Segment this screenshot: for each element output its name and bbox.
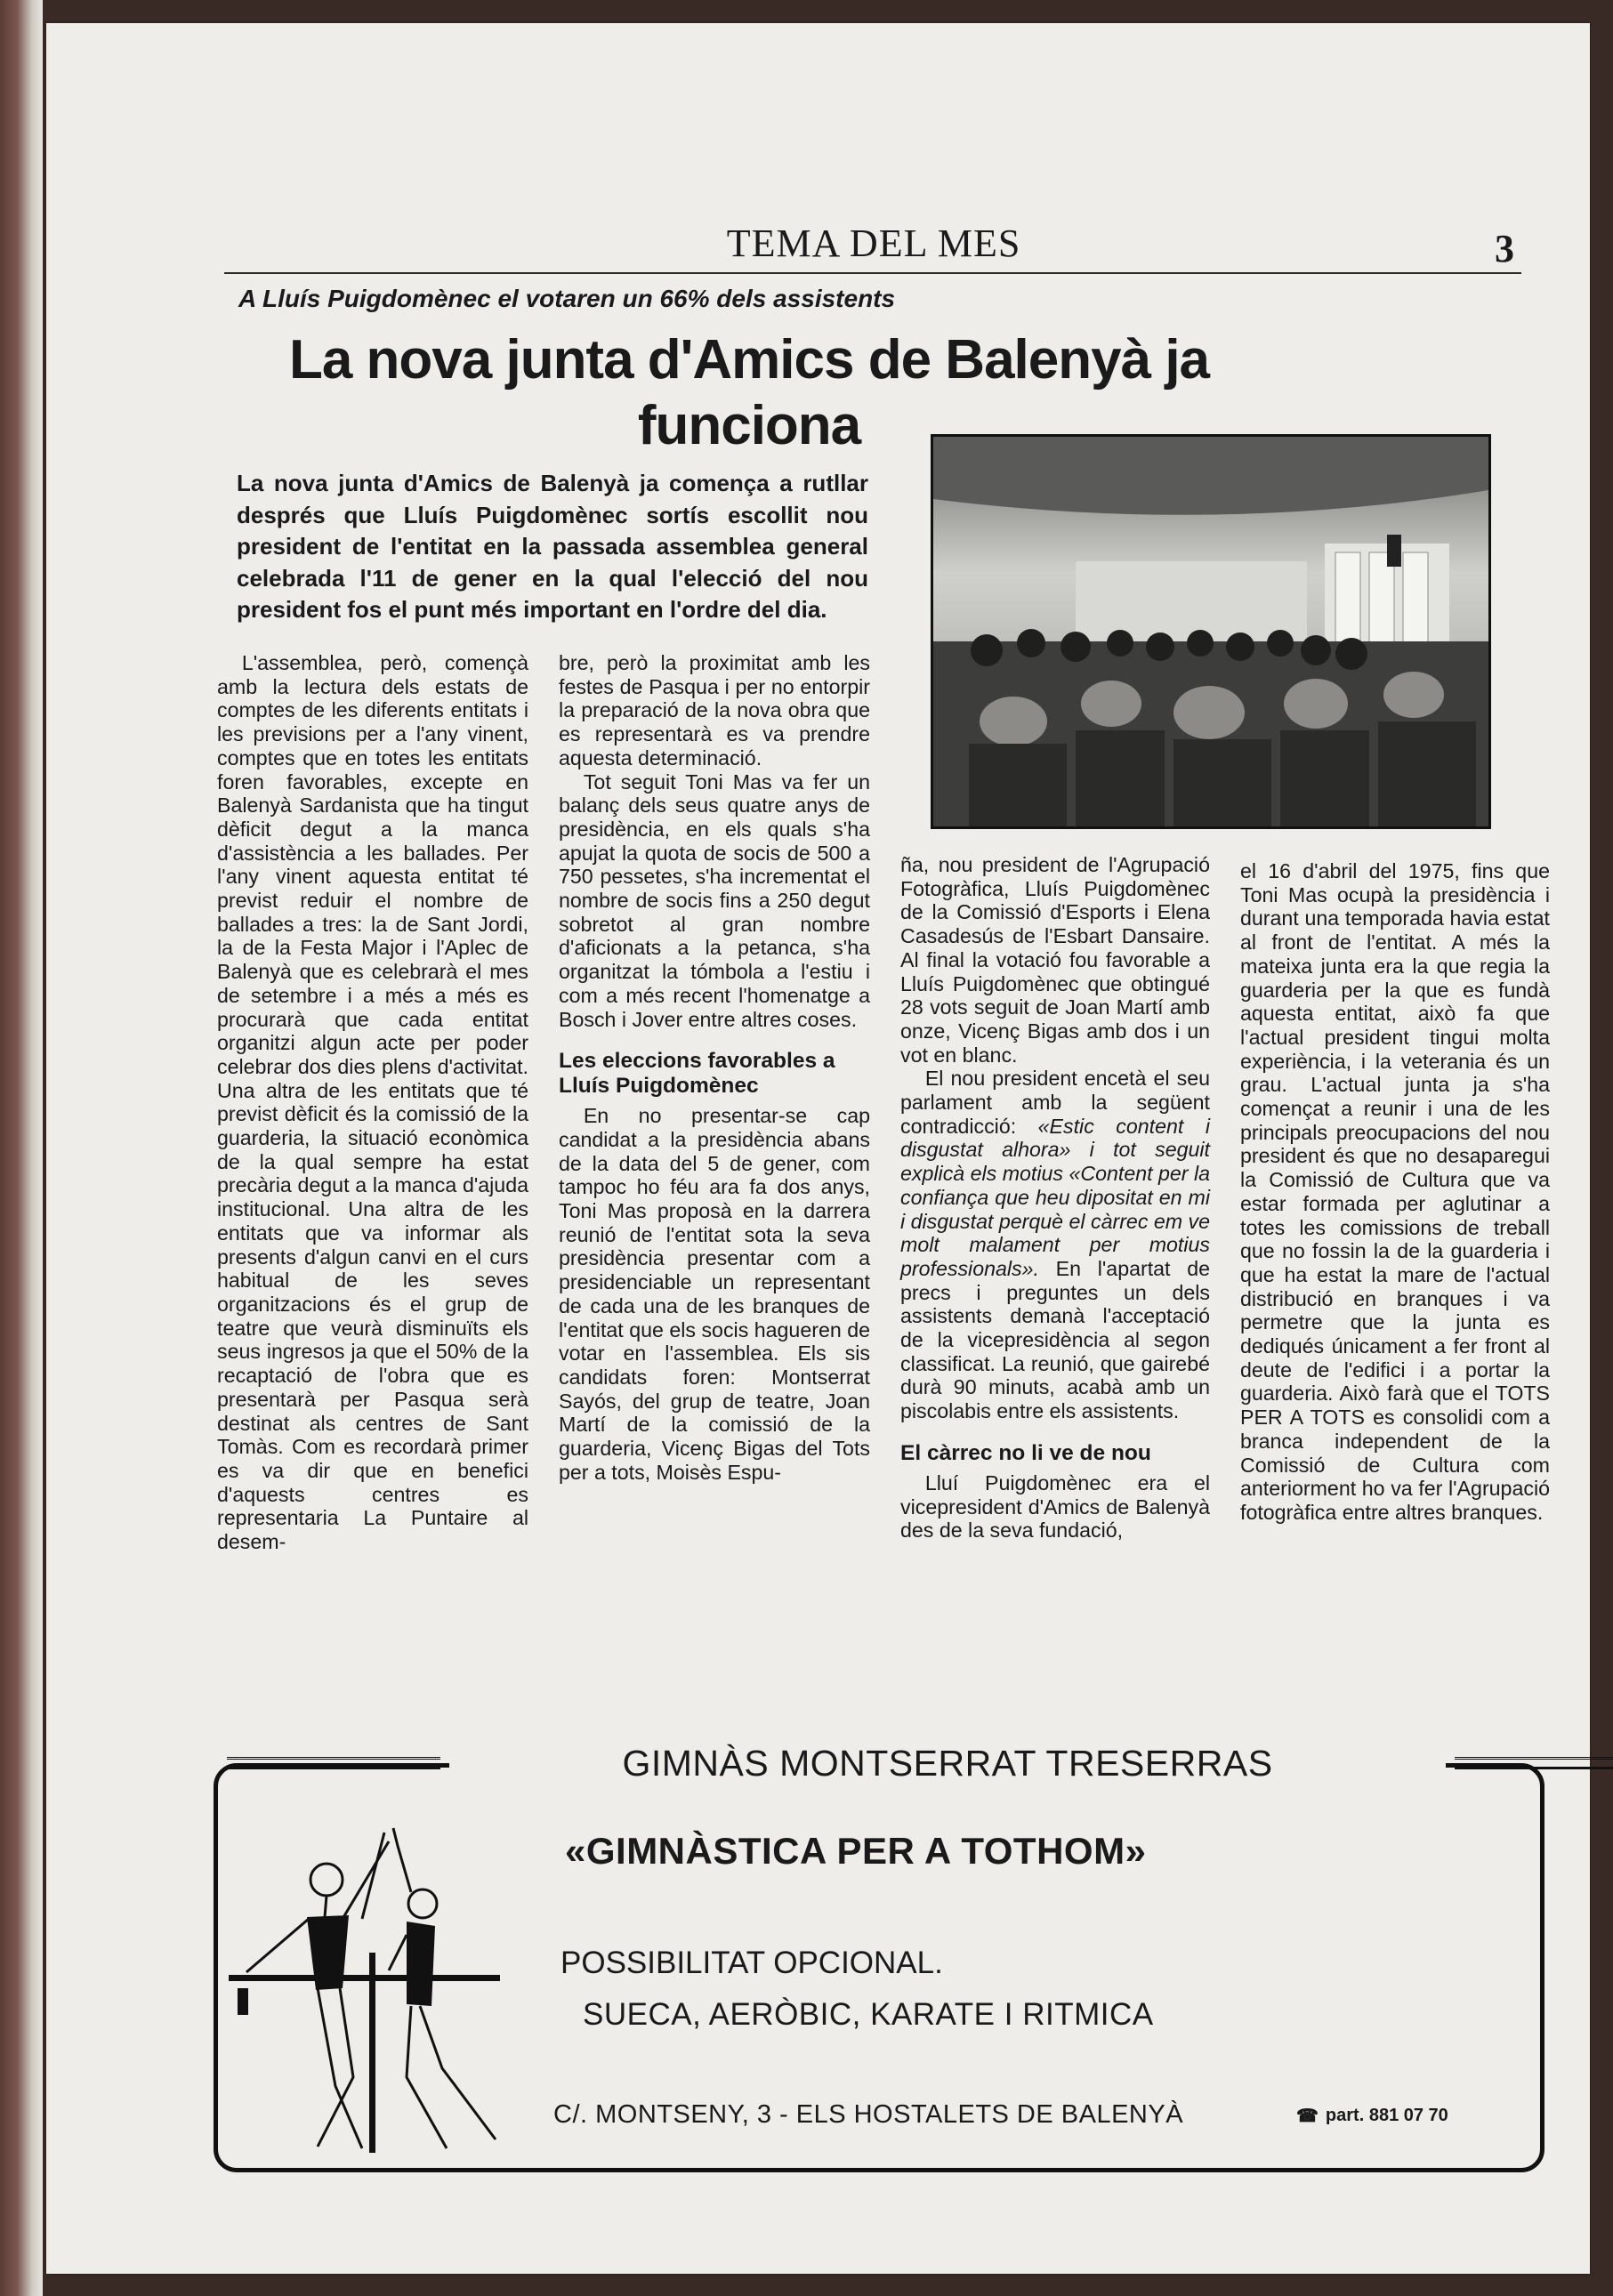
article-lead: La nova junta d'Amics de Balenyà ja comença a rutllar després que Lluís Puigdomènec sortís escollit nou president de l'entitat en la passada assemblea general celebrada l'11 de gener en la qual l'elecció del nou president fos el punt més important en l'ordre del dia. (237, 470, 868, 623)
paragraph: el 16 d'abril del 1975, fins que Toni Mas ocupà la presidència i durant una temporada havia estat al front de l'entitat. A més la mateixa junta era la que regia la guarderia per la que es fundà aquesta entitat, això fa que l'actual president tingui molta experiència, i la veterania és un grau. L'actual junta ja s'ha començat a reunir i una de les principals preocupacions del nou president és que no desaparegui la Comissió de Cultura que va estar formada per aglutinar a totes les comissions de treball que no fossin la de la guarderia i que ha estat la mare de l'actual distribució en branques i va permetre que la junta es dediqués únicament a fer front al deute de l'edifici i a portar la guarderia. Això farà que el TOTS PER A TOTS es consolidi com a branca independent de la Comissió de Cultura com anteriorment ho va fer l'Agrupació fotogràfica entre altres branques. (1240, 859, 1550, 1524)
article-kicker: A Lluís Puigdomènec el votaren un 66% dels assistents (238, 285, 896, 312)
dancer-2 (389, 1828, 496, 2148)
dancers-illustration (229, 1819, 549, 2166)
paragraph-text: En l'apartat de precs i preguntes un dels assistents demanà l'acceptació de la vicepresidència al segon classificat. La reunió, que gairebé durà 90 minuts, acabà amb un piscolabis entre els assistents. (900, 1256, 1210, 1423)
quote: «Estic content i disgustat alhora» i tot seguit explicà els motius «Content per la confiança que heu dipositat en mi i disgustat perquè el càrrec em ve molt malament per motius professionals». (900, 1114, 1210, 1280)
article-column-4 (1240, 859, 1550, 1525)
ad-options-list: SUECA, AERÒBIC, KARATE I RITMICA (583, 1997, 1154, 2032)
paragraph: Tot seguit Toni Mas va fer un balanç dels seus quatre anys de presidència, en els quals s'ha apujat la quota de socis de 500 a 750 pessetes, s'ha incrementat el nombre de socis fins a 250 degut sobretot al gran nombre d'aficionats a la petanca, s'ha organitzat la tómbola a l'estiu i com a més recent l'homenatge a Bosch i Jover entre altres coses. (559, 769, 870, 1031)
paragraph: En no presentar-se cap candidat a la presidència abans de la data del 5 de gener, com tampoc ho féu ara fa dos anys, Toni Mas proposà en la darrera reunió de l'entitat sota la seva presidència presentar com a presidenciable un representant de cada una de les branques de l'entitat que els socis hagueren de votar en l'assemblea. Els sis candidats foren: Montserrat Sayós, del grup de teatre, Joan Martí de la comissió de la guarderia, Vicenç Bigas del Tots per a tots, Moisès Espu- (559, 1104, 870, 1484)
paragraph: Lluí Puigdomènec era el vicepresident d'Amics de Balenyà des de la seva fundació, (900, 1470, 1210, 1543)
paragraph: L'assemblea, però, començà amb la lectura dels estats de comptes de les diferents entitats i les previsions per a l'any vinent, comptes que en totes les entitats foren favorables, excepte en Balenyà Sardanista que ha tingut dèficit degut a la manca d'assistència a les ballades. Per l'any vinent aquesta entitat té previst reduir el nombre de ballades a tres: la de Sant Jordi, la de la Festa Major i l'Aplec de Balenyà que es celebrarà el mes de setembre i a més a més es procurarà que cada entitat organitzi algun acte per poder celebrar dos dies plens d'activitat. Una altra de les entitats que té previst dèficit és la comissió de la guarderia, la situació econòmica de la qual sempre ha estat precària degut a la manca d'ajuda institucional. Una altra de les entitats que va informar als presents d'algun canvi en el curs habitual de les seves organitzacions és el grup de teatre que veurà disminuïts els seus ingresos ja que el 50% de la recaptació de l'obra que es presentarà per Pasqua serà destinat als centres de Sant Tomàs. Com es recordarà primer es va dir que en benefici d'aquests centres es representaria La Puntaire al desem- (217, 651, 528, 1554)
article-headline: La nova junta d'Amics de Balenyà ja funciona (288, 329, 1210, 456)
article-column-2 (559, 651, 870, 1485)
paragraph-text: El nou president encetà el seu parlament amb la següent contradicció: (900, 1067, 1210, 1138)
paragraph: bre, però la proximitat amb les festes de Pasqua i per no entorpir la preparació de la nova obra que es representarà es va prendre aquesta determinació. (559, 651, 870, 769)
header-rule (224, 272, 1521, 274)
ad-phone (1296, 2105, 1448, 2127)
ad-options-heading: POSSIBILITAT OPCIONAL. (561, 1946, 943, 1980)
page-binding-edge (0, 0, 43, 2296)
assembly-photo (931, 434, 1491, 829)
ad-slogan: «GIMNÀSTICA PER A TOTHOM» (565, 1830, 1147, 1872)
ad-title: GIMNÀS MONTSERRAT TRESERRAS (609, 1743, 1285, 1784)
page-number: 3 (1495, 227, 1514, 270)
paragraph: ña, nou president de l'Agrupació Fotogràfica, Lluís Puigdomènec de la Comissió d'Esports i Elena Casadesús de l'Esbart Dansaire. Al final la votació fou favorable a Lluís Puigdomènec que obtingué 28 vots seguit de Joan Martí amb onze, Vicenç Bigas amb dos i un vot en blanc. (900, 853, 1210, 1067)
article-column-3 (900, 853, 1210, 1543)
gym-advertisement (214, 1743, 1544, 2172)
subheading: Les eleccions favorables a Lluís Puigdomènec (559, 1049, 835, 1099)
telephone-icon: ☎ (1296, 2107, 1319, 2126)
magazine-page (46, 23, 1590, 2274)
paragraph (900, 1067, 1210, 1423)
ad-address: C/. MONTSENY, 3 - ELS HOSTALETS DE BALENYÀ (553, 2100, 1184, 2129)
phone-number: part. 881 07 70 (1325, 2106, 1448, 2125)
subheading: El càrrec no li ve de nou (900, 1440, 1151, 1465)
article-column-1 (217, 651, 528, 1554)
section-title: TEMA DEL MES (726, 222, 1021, 265)
ad-title-bar (449, 1741, 1446, 1785)
dancer-1 (246, 1833, 389, 2148)
